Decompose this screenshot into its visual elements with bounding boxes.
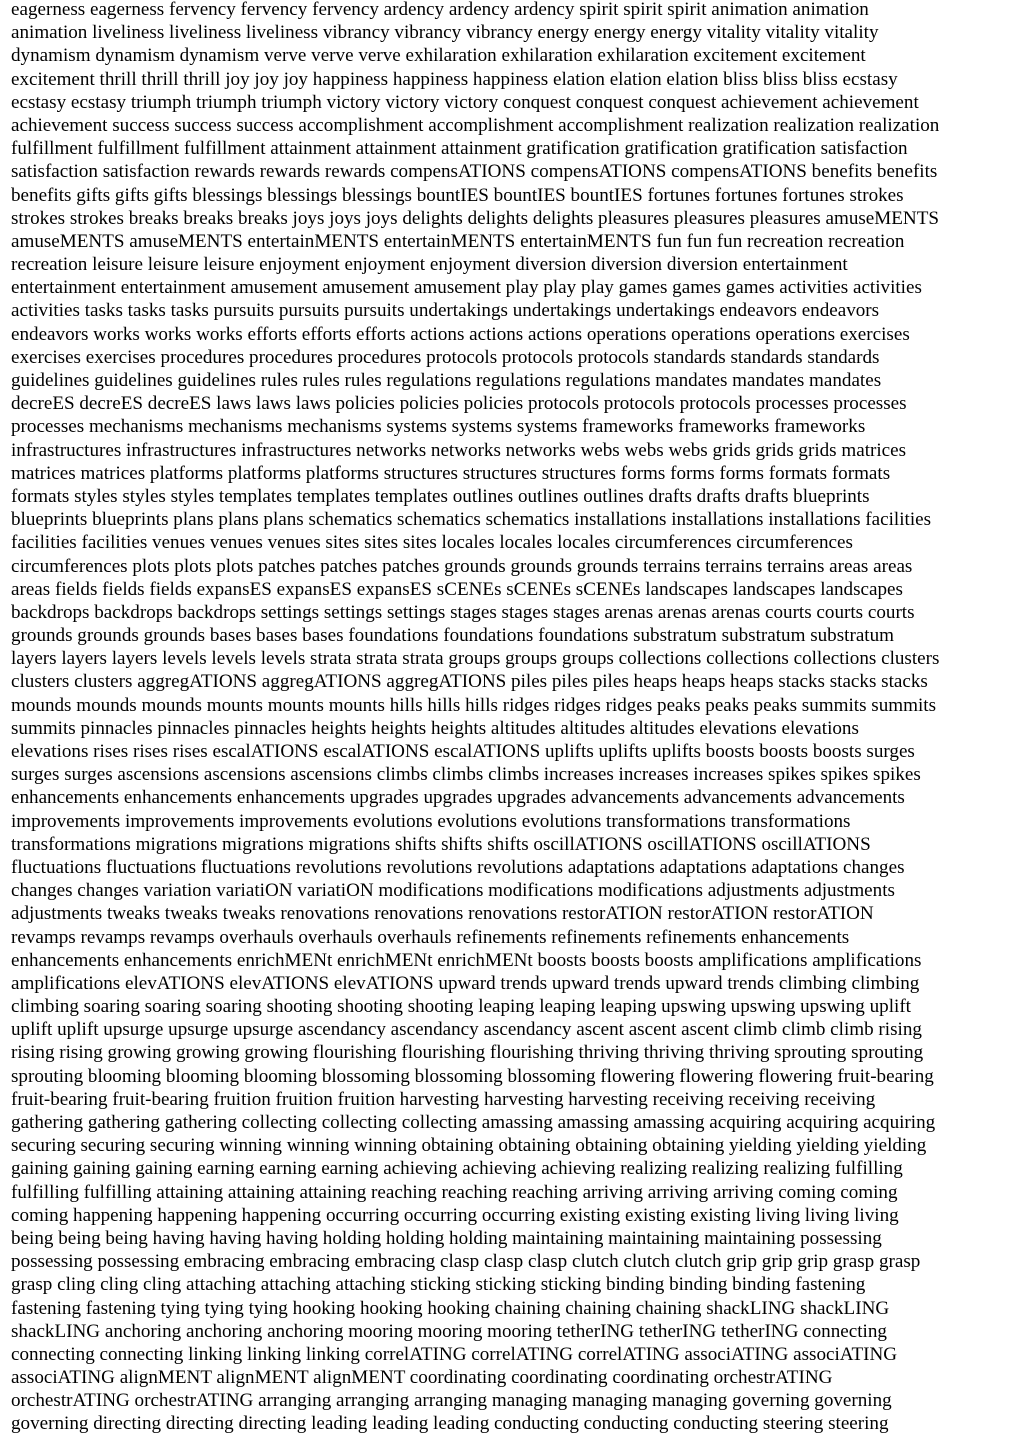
text-line: eagerness eagerness fervency fervency fervency ardency ardency ardency spirit spirit spirit animation animation [11, 0, 869, 20]
text-line: backdrops backdrops backdrops settings settings settings stages stages stages arenas arenas arenas courts courts courts [11, 601, 915, 623]
text-line: shackLING anchoring anchoring anchoring mooring mooring mooring tetherING tetherING tetherING connecting [11, 1320, 887, 1342]
text-line: revamps revamps revamps overhauls overhauls overhauls refinements refinements refinements enhancements [11, 926, 850, 948]
text-line: achievement success success success accomplishment accomplishment accomplishment realization realization realization [11, 114, 940, 136]
text-line: infrastructures infrastructures infrastructures networks networks networks webs webs webs grids grids grids matrices [11, 439, 907, 461]
text-line: fastening fastening tying tying tying hooking hooking hooking chaining chaining chaining shackLING shackLING [11, 1297, 890, 1319]
text-line: recreation leisure leisure leisure enjoyment enjoyment enjoyment diversion diversion diversion entertainment [11, 254, 848, 276]
text-line: connecting connecting linking linking linking correlATING correlATING correlATING associATING associATING [11, 1343, 898, 1365]
text-line: satisfaction satisfaction rewards rewards rewards compensATIONS compensATIONS compensATIONS benefits benefits [11, 161, 938, 183]
text-line: mounds mounds mounds mounts mounts mounts hills hills hills ridges ridges ridges peaks peaks peaks summits summits [11, 694, 936, 716]
text-line: adjustments tweaks tweaks tweaks renovations renovations renovations restorATION restorATION restorATION [11, 903, 874, 925]
text-line: fulfilling fulfilling attaining attaining attaining reaching reaching reaching arriving arriving arriving coming coming [11, 1181, 898, 1203]
body-text [11, 0, 1016, 1436]
text-line: ecstasy ecstasy triumph triumph triumph victory victory victory conquest conquest conquest achievement achievement [11, 91, 919, 113]
text-line: endeavors works works works efforts efforts efforts actions actions actions operations operations operations exercises [11, 323, 910, 345]
text-line: exercises exercises procedures procedures procedures protocols protocols protocols standards standards standards [11, 346, 880, 368]
text-line: fulfillment fulfillment fulfillment attainment attainment attainment gratification gratification gratification satisfaction [11, 138, 908, 160]
text-line: climbing soaring soaring soaring shooting shooting shooting leaping leaping leaping upswing upswing upswing uplift [11, 996, 911, 1018]
text-line: sprouting blooming blooming blooming blossoming blossoming blossoming flowering flowering flowering fruit-bearing [11, 1065, 934, 1087]
text-line: enhancements enhancements enrichMENt enrichMENt enrichMENt boosts boosts boosts amplifications amplifications [11, 949, 922, 971]
text-line: processes mechanisms mechanisms mechanisms systems systems systems frameworks frameworks frameworks [11, 416, 866, 438]
text-line: entertainment entertainment amusement amusement amusement play play play games games games activities activities [11, 277, 922, 299]
text-line: coming happening happening happening occurring occurring occurring existing existing existing living living living [11, 1204, 899, 1226]
text-line: securing securing securing winning winning winning obtaining obtaining obtaining obtaining yielding yielding yielding [11, 1135, 927, 1157]
text-line: amuseMENTS amuseMENTS entertainMENTS entertainMENTS entertainMENTS fun fun fun recreation recreation [11, 230, 905, 252]
text-line: surges surges ascensions ascensions ascensions climbs climbs climbs increases increases increases spikes spikes spikes [11, 764, 921, 786]
text-line: rising rising growing growing growing flourishing flourishing flourishing thriving thriving thriving sprouting sprouting [11, 1042, 924, 1064]
text-line: strokes strokes breaks breaks breaks joys joys joys delights delights delights pleasures pleasures pleasures amuseMENTS [11, 207, 939, 229]
text-line: blueprints blueprints plans plans plans schematics schematics schematics installations installations installations facilities [11, 509, 932, 531]
text-line: facilities facilities venues venues venues sites sites sites locales locales locales circumferences circumferences [11, 532, 853, 554]
text-line: grasp cling cling cling attaching attaching attaching sticking sticking sticking binding binding binding fastening [11, 1274, 866, 1296]
text-line: being being being having having having holding holding holding maintaining maintaining maintaining possessing [11, 1227, 882, 1249]
text-line: gathering gathering gathering collecting collecting collecting amassing amassing amassing acquiring acquiring acquiring [11, 1112, 936, 1133]
text-line: guidelines guidelines guidelines rules rules rules regulations regulations regulations mandates mandates mandates [11, 370, 882, 391]
text-line: improvements improvements improvements evolutions evolutions evolutions transformations transformations [11, 810, 851, 832]
text-line: associATING alignMENT alignMENT alignMENT coordinating coordinating coordinating orchestrATING [11, 1367, 833, 1389]
text-line: fluctuations fluctuations fluctuations revolutions revolutions revolutions adaptations adaptations adaptations changes [11, 856, 905, 878]
text-line: grounds grounds grounds bases bases bases foundations foundations foundations substratum substratum substratum [11, 625, 895, 647]
text-line: animation liveliness liveliness liveliness vibrancy vibrancy vibrancy energy energy energy vitality vitality vitality [11, 22, 879, 44]
text-line: areas fields fields fields expansES expansES expansES sCENEs sCENEs sCENEs landscapes landscapes landscapes [11, 578, 903, 600]
text-line: benefits gifts gifts gifts blessings blessings blessings bountIES bountIES bountIES fortunes fortunes fortunes strokes [11, 184, 904, 206]
text-line: activities tasks tasks tasks pursuits pursuits pursuits undertakings undertakings undertakings endeavors endeavors [11, 300, 880, 322]
text-line: uplift uplift upsurge upsurge upsurge ascendancy ascendancy ascendancy ascent ascent ascent climb climb climb rising [11, 1019, 922, 1041]
text-line: enhancements enhancements enhancements upgrades upgrades upgrades advancements advancements advancements [11, 787, 905, 809]
text-line: changes changes variation variatiON variatiON modifications modifications modifications adjustments adjustments [11, 880, 895, 902]
text-line: summits pinnacles pinnacles pinnacles heights heights heights altitudes altitudes altitudes elevations elevations [11, 717, 859, 739]
text-line: transformations migrations migrations migrations shifts shifts shifts oscillATIONS oscillATIONS oscillATIONS [11, 833, 871, 855]
text-line: gaining gaining gaining earning earning earning achieving achieving achieving realizing realizing realizing fulfilling [11, 1158, 903, 1180]
text-line: excitement thrill thrill thrill joy joy joy happiness happiness happiness elation elation elation bliss bliss bliss ecstasy [11, 68, 898, 90]
text-line: matrices matrices platforms platforms platforms structures structures structures forms forms forms formats formats [11, 462, 891, 484]
text-line: elevations rises rises rises escalATIONS escalATIONS escalATIONS uplifts uplifts uplifts boosts boosts boosts surges [11, 741, 915, 762]
text-line: possessing possessing embracing embracing embracing clasp clasp clasp clutch clutch clutch grip grip grip grasp grasp [11, 1251, 921, 1273]
text-line: clusters clusters aggregATIONS aggregATIONS aggregATIONS piles piles piles heaps heaps heaps stacks stacks stacks [11, 671, 928, 693]
text-line: fruit-bearing fruit-bearing fruition fruition fruition harvesting harvesting harvesting receiving receiving receiving [11, 1088, 876, 1110]
text-line: circumferences plots plots plots patches patches patches grounds grounds grounds terrains terrains terrains areas areas [11, 555, 913, 577]
text-line: layers layers layers levels levels levels strata strata strata groups groups groups collections collections collections clusters [11, 648, 940, 670]
text-line: orchestrATING orchestrATING arranging arranging arranging managing managing managing governing governing [11, 1390, 892, 1412]
text-line: governing directing directing directing leading leading leading conducting conducting conducting steering steering [11, 1413, 889, 1435]
text-line: formats styles styles styles templates templates templates outlines outlines outlines drafts drafts drafts blueprints [11, 485, 870, 507]
text-line: dynamism dynamism dynamism verve verve verve exhilaration exhilaration exhilaration excitement excitement [11, 45, 866, 67]
text-line: decreES decreES decreES laws laws laws policies policies policies protocols protocols protocols processes processes [11, 393, 907, 415]
text-line: amplifications elevATIONS elevATIONS elevATIONS upward trends upward trends upward trends climbing climbing [11, 972, 920, 994]
